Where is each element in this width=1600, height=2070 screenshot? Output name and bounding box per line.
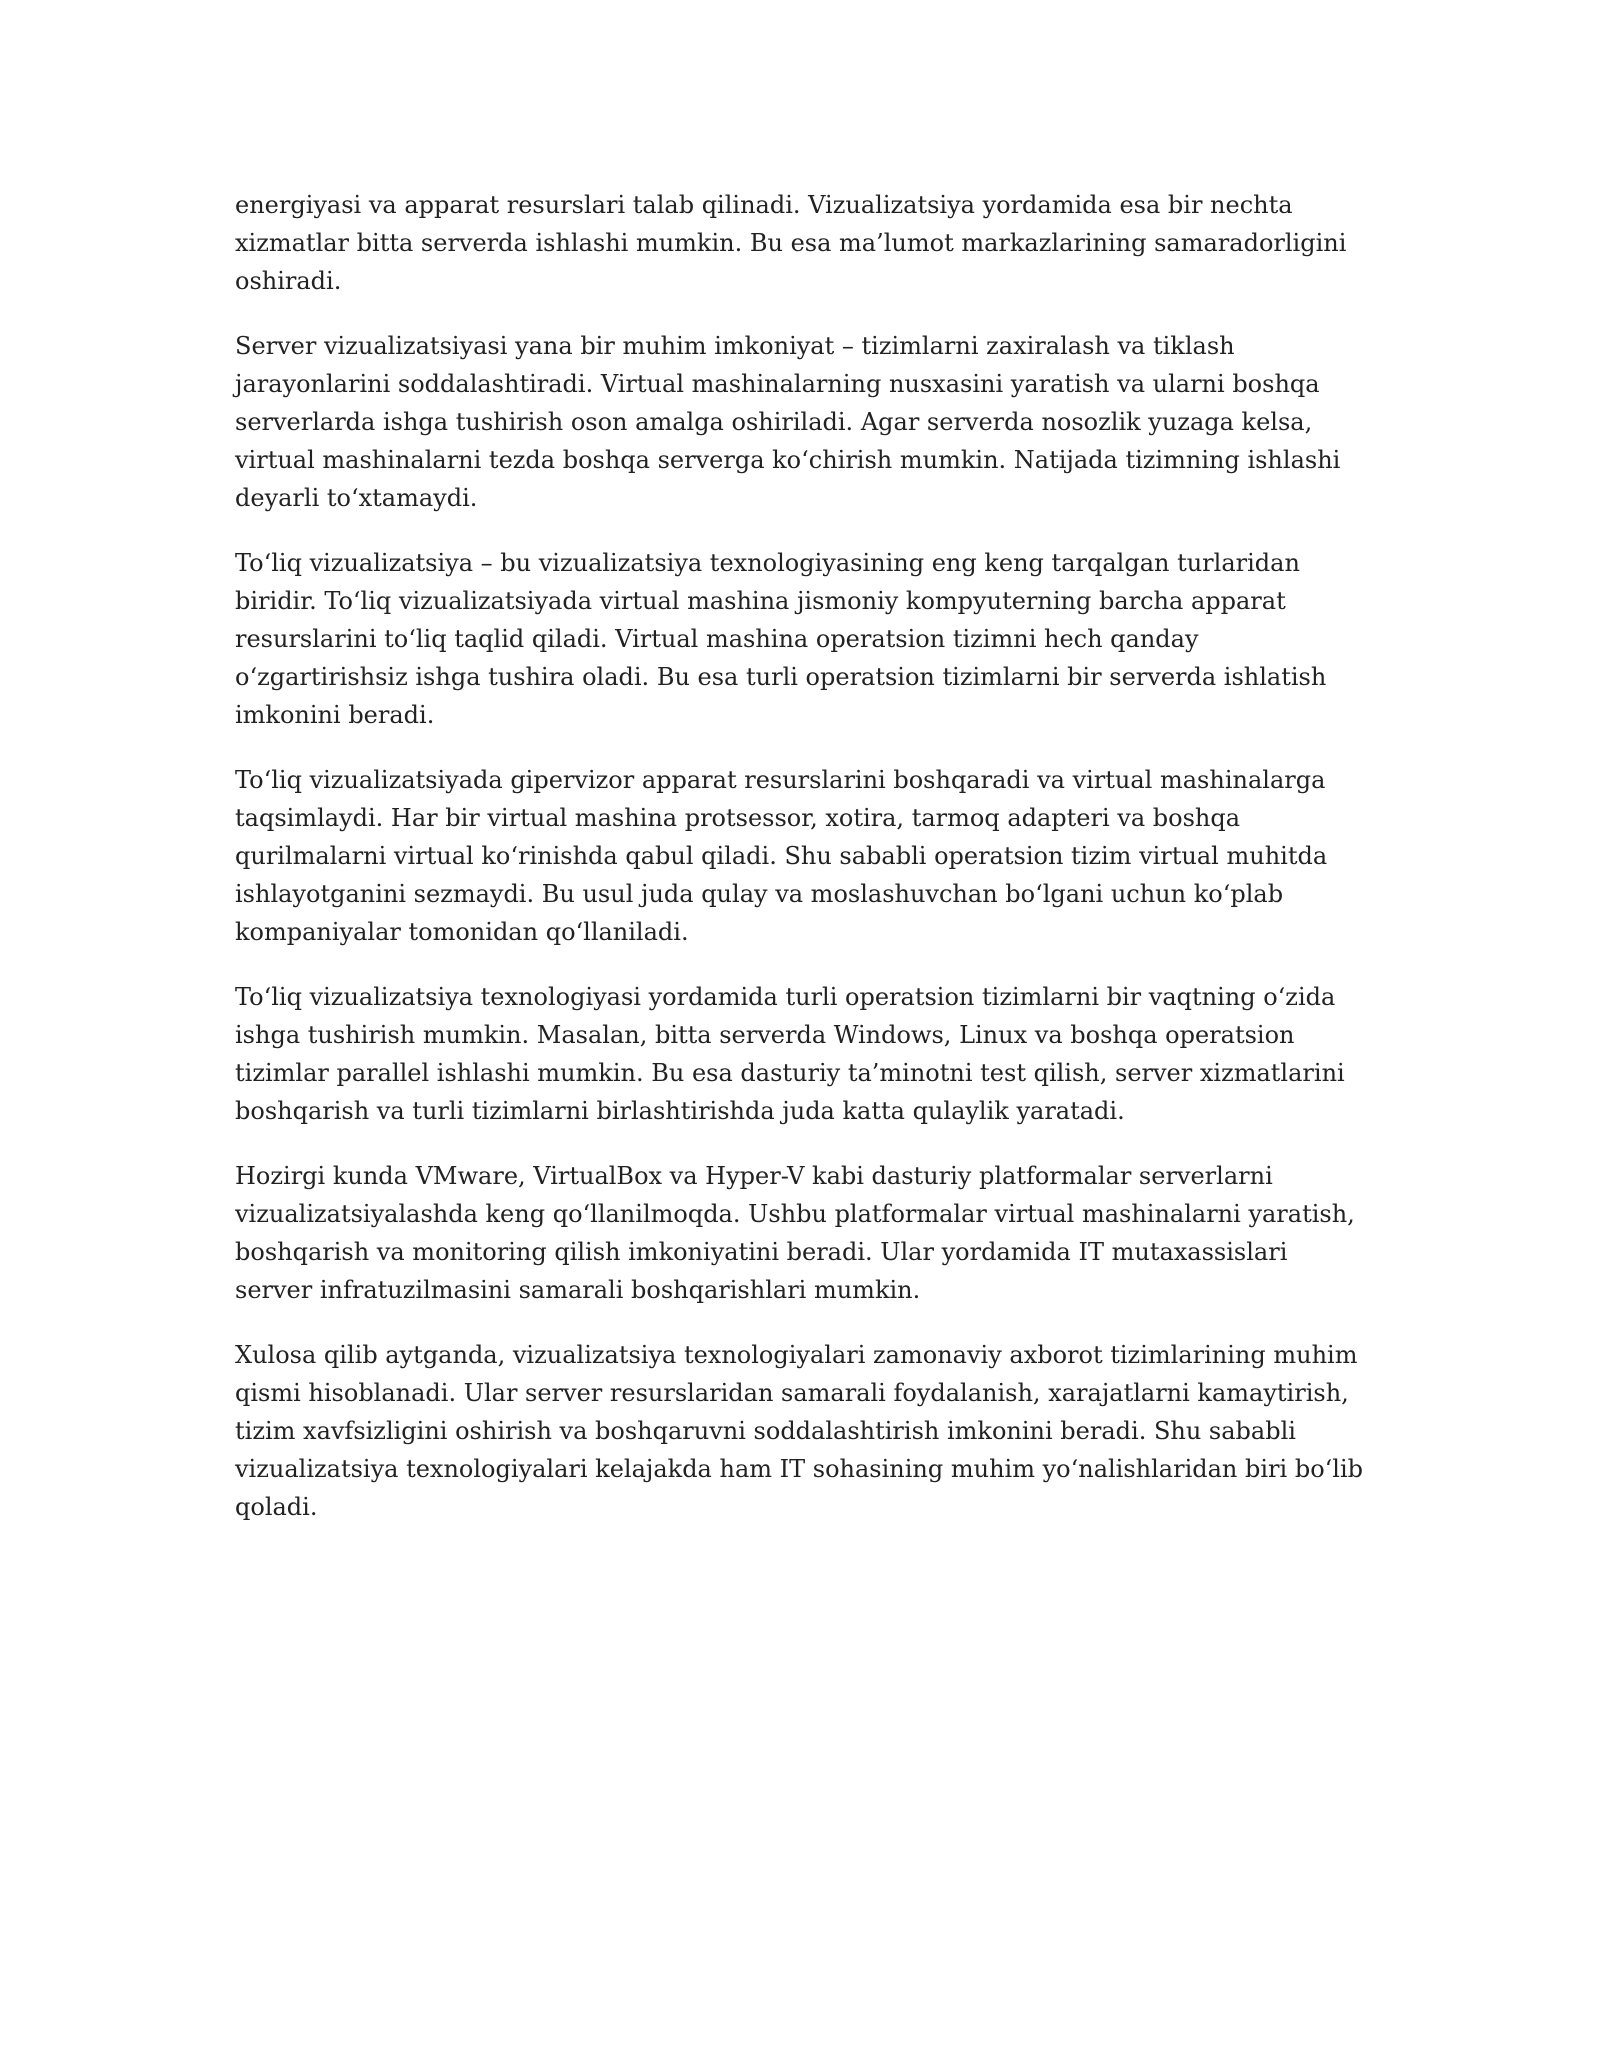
paragraph: To‘liq vizualizatsiya texnologiyasi yordamida turli operatsion tizimlarni bir vaqtning o‘zida ishga tushirish mumkin. Masalan, bitta serverda Windows, Linux va boshqa operatsion tizimlar parallel ishlashi mumkin. Bu esa dasturiy ta’minotni test qilish, server xizmatlarini boshqarish va turli tizimlarni birlashtirishda juda katta qulaylik yaratadi. <box>235 983 1345 1125</box>
paragraph: Server vizualizatsiyasi yana bir muhim imkoniyat – tizimlarni zaxiralash va tiklash jarayonlarini soddalashtiradi. Virtual mashinalarning nusxasini yaratish va ularni boshqa serverlarda ishga tushirish oson amalga oshiriladi. Agar serverda nosozlik yuzaga kelsa, virtual mashinalarni tezda boshqa serverga ko‘chirish mumkin. Natijada tizimning ishlashi deyarli to‘xtamaydi. <box>235 332 1341 512</box>
paragraph: Hozirgi kunda VMware, VirtualBox va Hyper-V kabi dasturiy platformalar serverlarni vizualizatsiyalashda keng qo‘llanilmoqda. Ushbu platformalar virtual mashinalarni yaratish, boshqarish va monitoring qilish imkoniyatini beradi. Ular yordamida IT mutaxassislari server infratuzilmasini samarali boshqarishlari mumkin. <box>235 1162 1355 1304</box>
document-body <box>235 186 1365 1553</box>
paragraph: Xulosa qilib aytganda, vizualizatsiya texnologiyalari zamonaviy axborot tizimlarining muhim qismi hisoblanadi. Ular server resurslaridan samarali foydalanish, xarajatlarni kamaytirish, tizim xavfsizligini oshirish va boshqaruvni soddalashtirish imkonini beradi. Shu sababli vizualizatsiya texnologiyalari kelajakda ham IT sohasining muhim yo‘nalishlaridan biri bo‘lib qoladi. <box>235 1341 1363 1521</box>
paragraph: To‘liq vizualizatsiya – bu vizualizatsiya texnologiyasining eng keng tarqalgan turlaridan biridir. To‘liq vizualizatsiyada virtual mashina jismoniy kompyuterning barcha apparat resurslarini to‘liq taqlid qiladi. Virtual mashina operatsion tizimni hech qanday o‘zgartirishsiz ishga tushira oladi. Bu esa turli operatsion tizimlarni bir serverda ishlatish imkonini beradi. <box>235 549 1327 729</box>
paragraph: To‘liq vizualizatsiyada gipervizor apparat resurslarini boshqaradi va virtual mashinalarga taqsimlaydi. Har bir virtual mashina protsessor, xotira, tarmoq adapteri va boshqa qurilmalarni virtual ko‘rinishda qabul qiladi. Shu sababli operatsion tizim virtual muhitda ishlayotganini sezmaydi. Bu usul juda qulay va moslashuvchan bo‘lgani uchun ko‘plab kompaniyalar tomonidan qo‘llaniladi. <box>235 766 1328 946</box>
paragraph: energiyasi va apparat resurslari talab qilinadi. Vizualizatsiya yordamida esa bir nechta xizmatlar bitta serverda ishlashi mumkin. Bu esa ma’lumot markazlarining samaradorligini oshiradi. <box>235 191 1347 295</box>
